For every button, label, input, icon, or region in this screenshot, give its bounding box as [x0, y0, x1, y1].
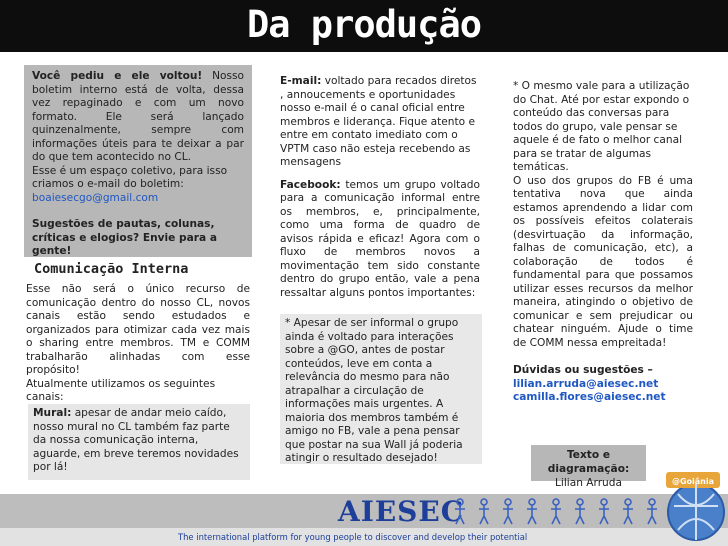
- goiania-emblem-icon: [660, 466, 726, 546]
- emblem-label: @Goiânia: [671, 477, 715, 486]
- email-label: E-mail:: [280, 75, 322, 87]
- facebook-label: Facebook:: [280, 178, 341, 191]
- email-paragraph: [280, 75, 480, 170]
- note-org: @GO: [327, 344, 355, 356]
- middle-column: [280, 75, 480, 300]
- credit-box: [531, 445, 646, 489]
- email-text: voltado para recados diretos , annoucements e oportunidades nosso e-mail é o canal oficial entre membros e liderança. Fique atento e entre em contato imediato com o VPTM caso não esteja recebendo as mensagens: [280, 75, 477, 168]
- page-title: Da produção: [246, 3, 482, 46]
- title-bar: [0, 0, 728, 52]
- group-note-box: [280, 314, 482, 464]
- intro-text: Nosso boletim interno está de volta, dessa vez repaginado e com um novo formato. Ele será lançado quinzenalmente, sempre com informações úteis para te deixar a par do que tem acontecido no CL.: [32, 70, 244, 163]
- bulletin-email-link[interactable]: boaiesecgo@gmail.com: [32, 191, 159, 204]
- facebook-paragraph: [280, 179, 480, 301]
- credit-label: Texto e diagramação:: [547, 449, 630, 475]
- note-pre: * Apesar de ser informal o grupo ainda é voltado para interações sobre a: [285, 317, 459, 356]
- right-column: [513, 80, 693, 405]
- comm-paragraph: Esse não será o único recurso de comunicação dentro do nosso CL, novos canais estão sendo estudados e organizados para otimizar cada vez mais o sharing entre membros. TM e COMM trabalharão alinhadas com esse propósito!: [26, 283, 250, 376]
- mural-paragraph: [33, 407, 245, 475]
- section-heading: Comunicação Interna: [34, 261, 189, 277]
- mural-box: [28, 404, 250, 480]
- facebook-text: temos um grupo voltado para a comunicação informal entre os membros, e, principalmente, como uma forma de quadro de avisos rápida e eficaz! Agora com o fluxo de membros novos a movimentação tem sido constante dentro do grupo então, vale a pena ressaltar alguns pontos importantes:: [280, 178, 480, 299]
- aiesec-logo: AIESEC: [338, 495, 465, 528]
- doubts-paragraph: [513, 364, 693, 405]
- group-note: [285, 317, 477, 466]
- camilla-email-link[interactable]: camilla.flores@aiesec.net: [513, 391, 666, 403]
- fb-paragraph: O uso dos grupos do FB é uma tentativa nova que ainda estamos aprendendo a lidar com os possíveis efeitos colaterais (desvirtuação da informação, falhas de comunicação, etc), a colaboração de todos é fundamental para que possamos utilizar esses recursos da melhor maneira, atingindo o objetivo de comunicar e sem prejudicar ou chatear ninguém. Ajude o time de COMM nessa empreitada!: [513, 174, 693, 349]
- note-post: , antes de postar conteúdos, leve em conta a relevância do mesmo para não atrapalhar a circulação de informações mais urgentes. A maioria dos membros também é amigo no FB, vale a pena pensar que postar na sua Wall já poderia atingir o resultado desejado!: [285, 344, 463, 464]
- space-text: Esse é um espaço coletivo, para isso criamos o e-mail do boletim:: [32, 164, 228, 190]
- suggest-paragraph: [32, 218, 244, 259]
- intro-lead: Você pediu e ele voltou!: [32, 70, 203, 82]
- lilian-email-link[interactable]: lilian.arruda@aiesec.net: [513, 377, 659, 390]
- intro-box: [24, 65, 252, 257]
- intro-paragraph: [32, 70, 244, 165]
- channels-paragraph: Atualmente utilizamos os seguintes canais:: [26, 377, 216, 403]
- credit-name: Lilian Arruda: [554, 477, 622, 489]
- mural-label: Mural:: [33, 407, 72, 419]
- space-paragraph: [32, 165, 244, 206]
- footer-banner: [0, 494, 728, 546]
- doubts-label: Dúvidas ou sugestões –: [513, 364, 653, 376]
- mural-text: apesar de andar meio caído, nosso mural no CL também faz parte da nossa comunicação interna, aguarde, em breve teremos novidades por lá!: [33, 407, 239, 473]
- chat-paragraph: * O mesmo vale para a utilização do Chat. Até por estar expondo o conteúdo das conversas para todos do grupo, vale pensar se aquele é de fato o melhor canal para se tratar de algumas temáticas.: [513, 80, 690, 173]
- left-column-body: [26, 283, 250, 405]
- footer-tagline: The international platform for young people to discover and develop their potential: [178, 532, 528, 542]
- suggest-text: Sugestões de pautas, colunas, críticas e elogios? Envie para a gente!: [32, 218, 217, 257]
